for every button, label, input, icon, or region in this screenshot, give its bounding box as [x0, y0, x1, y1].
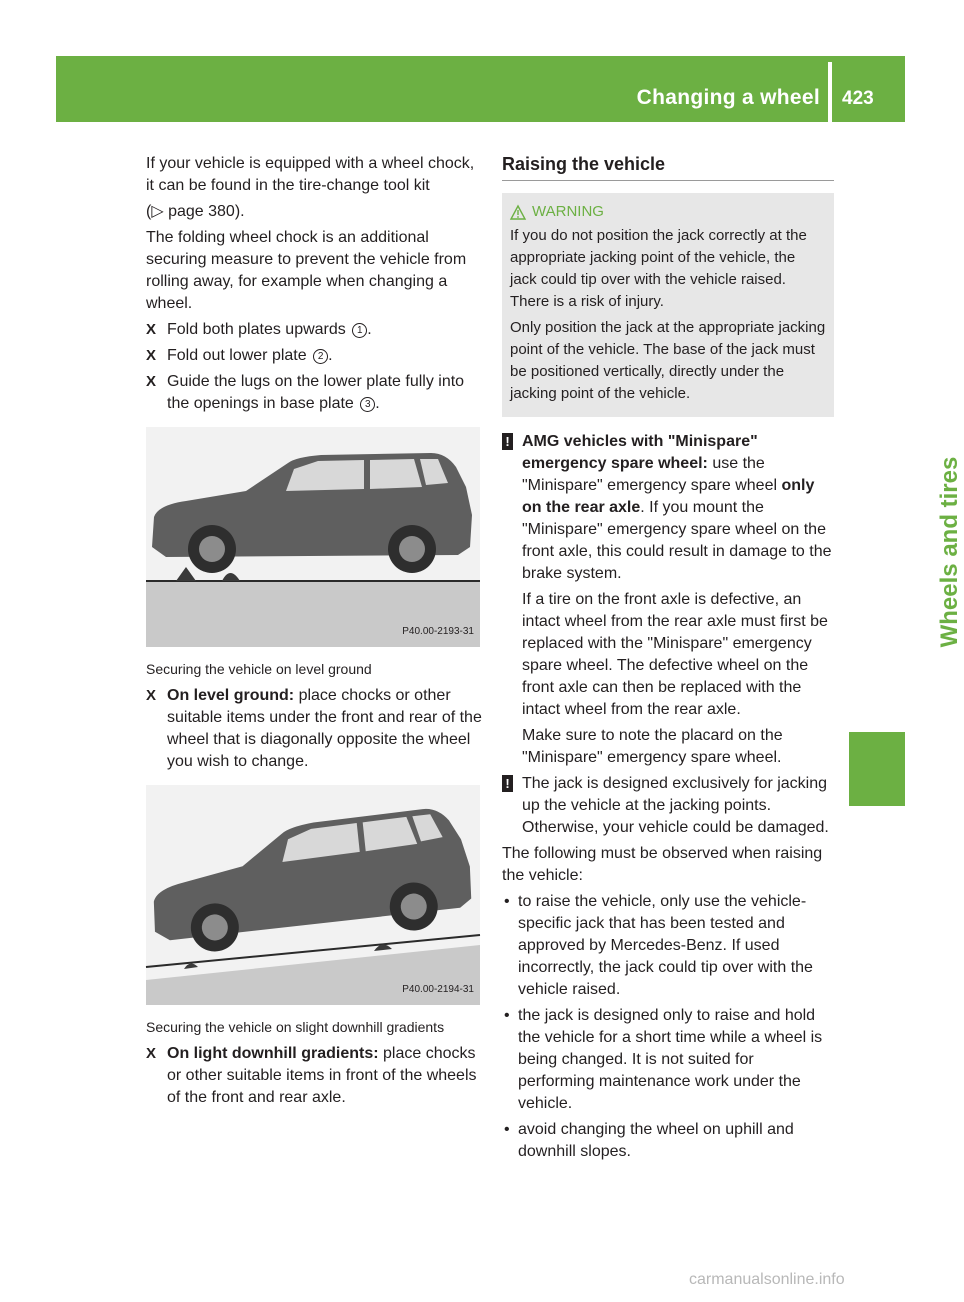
- figure-downhill: [146, 785, 480, 1005]
- bullet-text: to raise the vehicle, only use the vehicle-specific jack that has been tested and approved by Mercedes-Benz. If used incorrectly, the jack could tip over with the vehicle raised.: [518, 893, 813, 998]
- figure-code: P40.00-2194-31: [402, 984, 474, 995]
- callout-1-icon: 1: [352, 323, 367, 338]
- bullet-icon: •: [504, 1007, 510, 1024]
- step-text: place chocks or other suitable items under the front and rear of the wheel that is diagonally opposite the wheel you wish to change.: [167, 687, 482, 770]
- step-heading: On light downhill gradients:: [167, 1045, 379, 1062]
- step-marker-icon: X: [146, 321, 157, 338]
- section-tab-block: [849, 732, 905, 806]
- warning-text-2: Only position the jack at the appropriate jacking point of the vehicle. The base of the jack must be positioned vertically, directly under the jacking point of the vehicle.: [510, 319, 826, 402]
- intro-paragraph-1: If your vehicle is equipped with a wheel chock, it can be found in the tire-change tool kit: [146, 155, 475, 194]
- note-text: use the "Minispare" emergency spare wheel: [522, 455, 782, 494]
- step-text: Fold both plates upwards: [167, 321, 346, 338]
- footer-watermark[interactable]: carmanualsonline.info: [689, 1271, 845, 1288]
- observe-intro: The following must be observed when raising the vehicle:: [502, 845, 823, 884]
- step-marker-icon: X: [146, 1045, 157, 1062]
- warning-text-1: If you do not position the jack correctly at the appropriate jacking point of the vehicle, the jack could tip over with the vehicle raised. There is a risk of injury.: [510, 227, 807, 310]
- note-paragraph-2: If a tire on the front axle is defective, an intact wheel from the rear axle must first be replaced with the "Minispare" emergency spare wheel. The defective wheel on the front axle can then be replaced with the intact wheel from the rear axle.: [522, 591, 828, 718]
- page-number: 423: [842, 88, 874, 109]
- bullet-icon: •: [504, 893, 510, 910]
- suv-level-illustration: [146, 427, 480, 647]
- note-paragraph: The jack is designed exclusively for jacking up the vehicle at the jacking points. Otherwise, your vehicle could be damaged.: [522, 775, 829, 836]
- note-text: . If you mount the "Minispare" emergency spare wheel on the front axle, this could result in damage to the brake system.: [522, 499, 832, 582]
- step-marker-icon: X: [146, 347, 157, 364]
- callout-2-icon: 2: [313, 349, 328, 364]
- bullet-text: the jack is designed only to raise and hold the vehicle for a short time while a wheel is being changed. It is not suited for performing maintenance work under the vehicle.: [518, 1007, 823, 1112]
- step-heading: On level ground:: [167, 687, 295, 704]
- step-fold-plates: X Fold both plates upwards 1 .: [146, 319, 482, 341]
- step-marker-icon: X: [146, 687, 157, 704]
- step-marker-icon: X: [146, 373, 157, 390]
- section-heading: Raising the vehicle: [502, 153, 834, 181]
- step-level-ground: [146, 685, 482, 773]
- warning-header: [510, 201, 826, 223]
- note-jack-design: [502, 773, 834, 839]
- figure-caption: Securing the vehicle on slight downhill gradients: [146, 1019, 445, 1035]
- note-heading: AMG vehicles with "Minispare" emergency spare wheel:: [522, 433, 758, 472]
- note-paragraph-3: Make sure to note the placard on the "Minispare" emergency spare wheel.: [522, 727, 783, 766]
- figure-level-ground: [146, 427, 480, 647]
- step-downhill: [146, 1043, 482, 1109]
- warning-label: WARNING: [532, 203, 604, 220]
- bullet-text: avoid changing the wheel on uphill and downhill slopes.: [518, 1121, 794, 1160]
- warning-box: [502, 193, 834, 417]
- section-tab-label: Wheels and tires: [936, 456, 963, 648]
- suv-downhill-illustration: [146, 785, 480, 1005]
- note-amg-minispare: [502, 431, 834, 769]
- note-paragraph: [522, 431, 834, 585]
- figure-code: P40.00-2193-31: [402, 626, 474, 637]
- step-fold-lower-plate: X Fold out lower plate 2 .: [146, 345, 482, 367]
- bullet-item: [502, 891, 834, 1001]
- step-text: Fold out lower plate: [167, 347, 307, 364]
- chapter-title: Changing a wheel: [636, 86, 820, 109]
- step-guide-lugs: X Guide the lugs on the lower plate fully into the openings in base plate 3 .: [146, 373, 465, 412]
- right-column: [502, 153, 834, 1167]
- caution-icon: !: [502, 775, 513, 792]
- step-text: place chocks or other suitable items in front of the wheels of the front and rear axle.: [167, 1045, 477, 1106]
- header-divider: [828, 62, 832, 122]
- caution-icon: !: [502, 433, 513, 450]
- left-column: [146, 153, 482, 1113]
- figure-caption: Securing the vehicle on level ground: [146, 661, 372, 677]
- step-text: Guide the lugs on the lower plate fully into the openings in base plate: [167, 373, 465, 412]
- bullet-item: [502, 1119, 834, 1163]
- note-emphasis: only on the rear axle: [522, 477, 815, 516]
- callout-3-icon: 3: [360, 397, 375, 412]
- warning-triangle-icon: [510, 205, 526, 220]
- intro-paragraph-2: The folding wheel chock is an additional securing measure to prevent the vehicle from rolling away, for example when changing a wheel.: [146, 229, 467, 312]
- bullet-icon: •: [504, 1121, 510, 1138]
- page-reference: (▷ page 380).: [146, 203, 245, 220]
- bullet-item: [502, 1005, 834, 1115]
